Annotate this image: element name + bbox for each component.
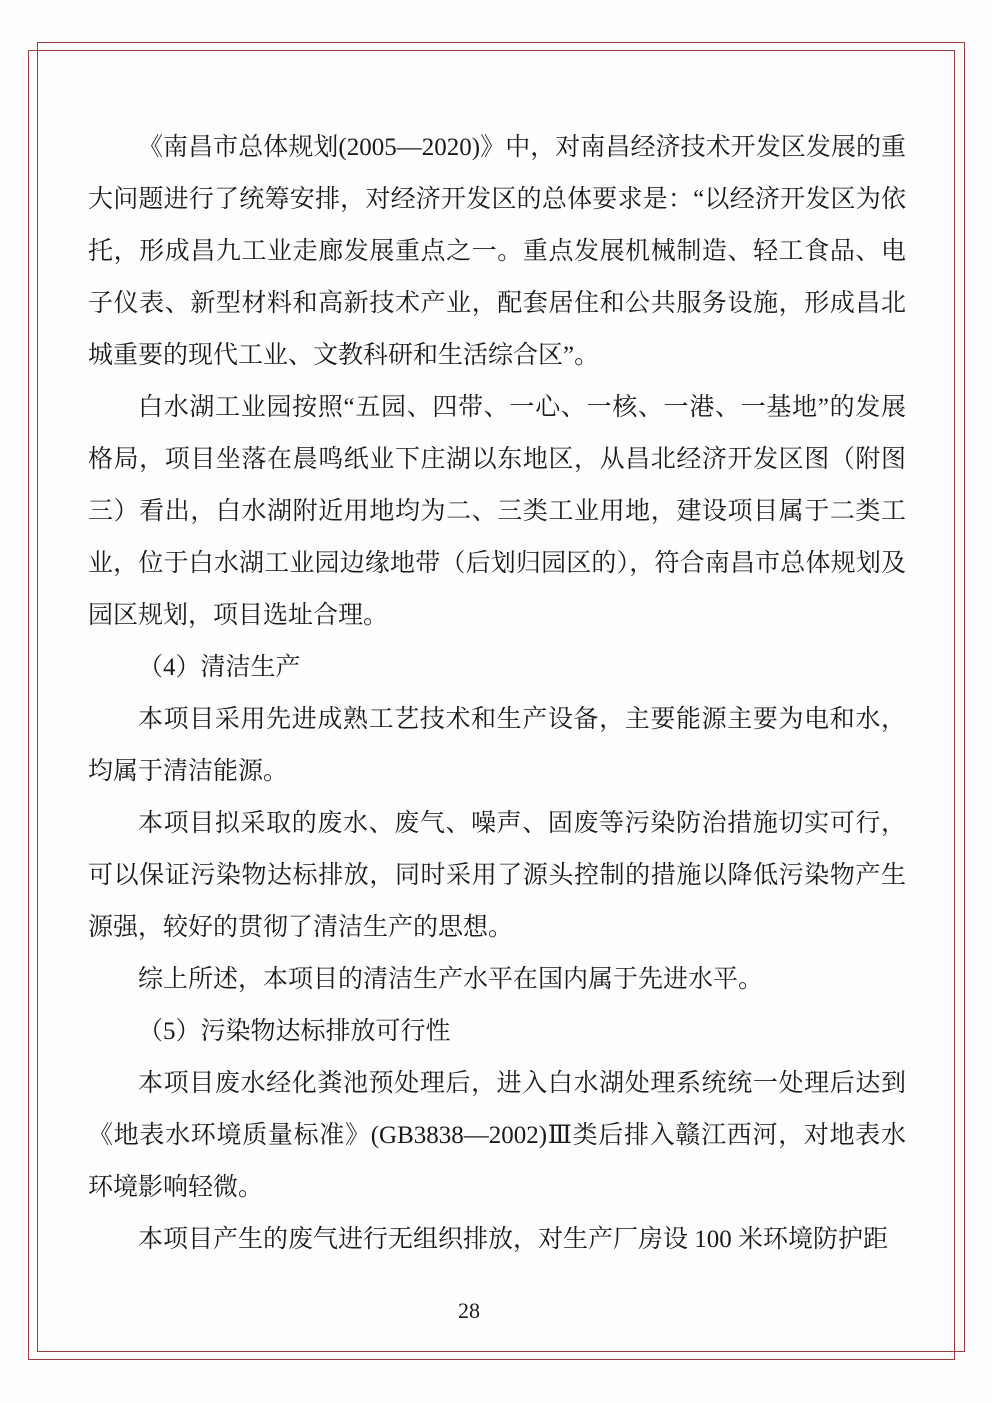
page-number: 28 — [458, 1298, 480, 1323]
paragraph: 本项目产生的废气进行无组织排放，对生产厂房设 100 米环境防护距 — [138, 1226, 889, 1253]
paragraph: 本项目采用先进成熟工艺技术和生产设备，主要能源主要为电和水，均属于清洁能源。 — [88, 706, 906, 785]
document-body — [88, 122, 906, 1266]
section-heading: （5）污染物达标排放可行性 — [138, 1018, 451, 1045]
paragraph: 综上所述，本项目的清洁生产水平在国内属于先进水平。 — [138, 966, 764, 993]
paragraph: 本项目废水经化粪池预处理后，进入白水湖处理系统统一处理后达到《地表水环境质量标准》(GB3838—2002)Ⅲ类后排入赣江西河，对地表水环境影响轻微。 — [88, 1070, 906, 1201]
paragraph: 白水湖工业园按照“五园、四带、一心、一核、一港、一基地”的发展格局，项目坐落在晨鸣纸业下庄湖以东地区，从昌北经济开发区图（附图三）看出，白水湖附近用地均为二、三类工业用地，建设项目属于二类工业，位于白水湖工业园边缘地带（后划归园区的），符合南昌市总体规划及园区规划，项目选址合理。 — [88, 394, 906, 629]
paragraph: 《南昌市总体规划(2005—2020)》中，对南昌经济技术开发区发展的重大问题进行了统筹安排，对经济开发区的总体要求是：“以经济开发区为依托，形成昌九工业走廊发展重点之一。重点发展机械制造、轻工食品、电子仪表、新型材料和高新技术产业，配套居住和公共服务设施，形成昌北城重要的现代工业、文教科研和生活综合区”。 — [88, 134, 906, 369]
paragraph: 本项目拟采取的废水、废气、噪声、固废等污染防治措施切实可行，可以保证污染物达标排放，同时采用了源头控制的措施以降低污染物产生源强，较好的贯彻了清洁生产的思想。 — [88, 810, 906, 941]
page-footer — [88, 1298, 850, 1324]
section-heading: （4）清洁生产 — [138, 654, 301, 681]
